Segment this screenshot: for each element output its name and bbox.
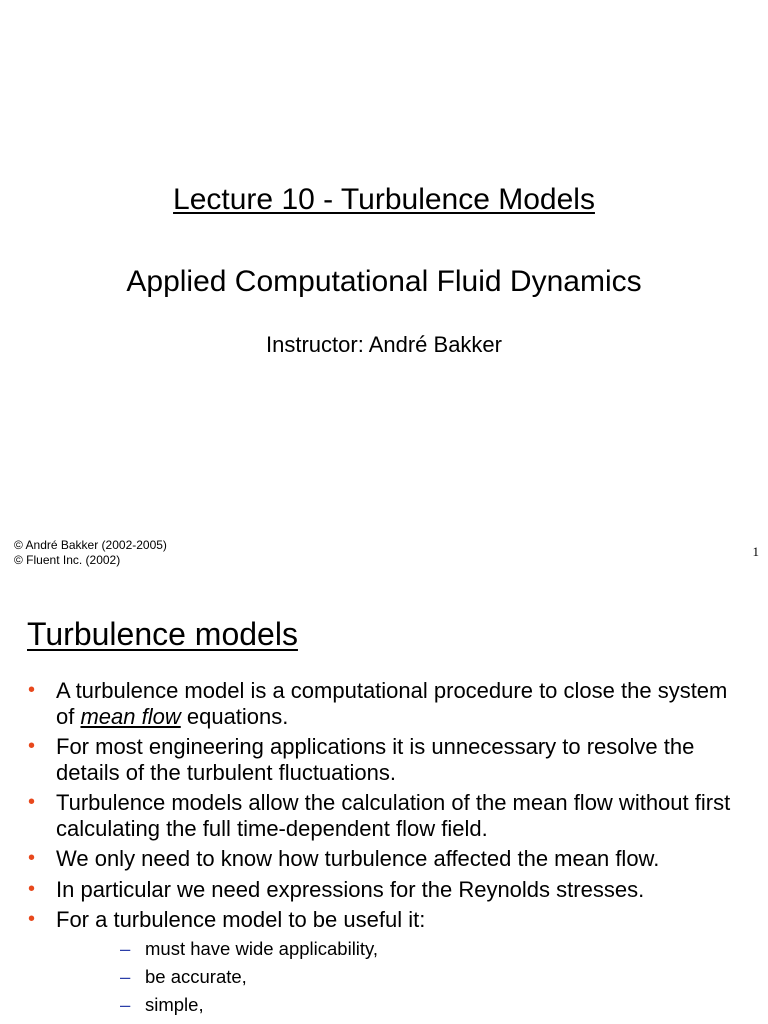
bullet-text: A turbulence model is a computational procedure to close the system of bbox=[56, 678, 728, 729]
list-item bbox=[0, 790, 768, 841]
bullet-icon: • bbox=[28, 679, 36, 701]
bullet-text: We only need to know how turbulence affected the mean flow. bbox=[56, 846, 660, 871]
list-item bbox=[0, 877, 768, 903]
bullet-text: For most engineering applications it is unnecessary to resolve the details of the turbulent fluctuations. bbox=[56, 734, 695, 785]
list-item bbox=[0, 907, 768, 1019]
slide-heading: Turbulence models bbox=[27, 616, 298, 652]
bullet-text: For a turbulence model to be useful it: bbox=[56, 907, 426, 932]
list-item bbox=[0, 734, 768, 785]
copyright-line: © André Bakker (2002-2005) bbox=[14, 538, 167, 552]
bullet-icon: • bbox=[28, 877, 36, 900]
bullet-text: In particular we need expressions for the Reynolds stresses. bbox=[56, 876, 645, 902]
sub-bullet-text: must have wide applicability, bbox=[145, 937, 379, 959]
sub-list-item bbox=[56, 963, 748, 991]
list-item bbox=[0, 846, 768, 872]
dash-icon: – bbox=[120, 937, 131, 959]
bullet-icon: • bbox=[28, 847, 36, 869]
sub-list-item bbox=[56, 935, 748, 963]
sub-bullet-text: simple, bbox=[145, 993, 204, 1015]
sub-list-item bbox=[56, 991, 748, 1019]
course-title: Applied Computational Fluid Dynamics bbox=[126, 265, 642, 298]
bullet-list bbox=[0, 678, 768, 1024]
slide-number: 1 bbox=[752, 544, 759, 559]
list-item bbox=[0, 678, 768, 729]
content-slide bbox=[0, 590, 768, 1024]
sub-bullet-text: be accurate, bbox=[145, 965, 247, 987]
bullet-icon: • bbox=[28, 908, 36, 930]
bullet-text: equations. bbox=[180, 703, 289, 729]
copyright-notice bbox=[14, 538, 167, 568]
dash-icon: – bbox=[120, 993, 131, 1015]
bullet-text: Turbulence models allow the calculation of the mean flow without first calculating the full time-dependent flow field. bbox=[56, 790, 731, 841]
bullet-icon: • bbox=[28, 735, 36, 757]
emphasized-term: mean flow bbox=[80, 703, 181, 729]
sub-bullet-list bbox=[56, 935, 748, 1019]
lecture-title: Lecture 10 - Turbulence Models bbox=[173, 183, 595, 216]
bullet-icon: • bbox=[28, 791, 36, 813]
instructor-name: Instructor: André Bakker bbox=[266, 332, 502, 357]
dash-icon: – bbox=[120, 965, 131, 987]
copyright-line: © Fluent Inc. (2002) bbox=[14, 553, 121, 567]
